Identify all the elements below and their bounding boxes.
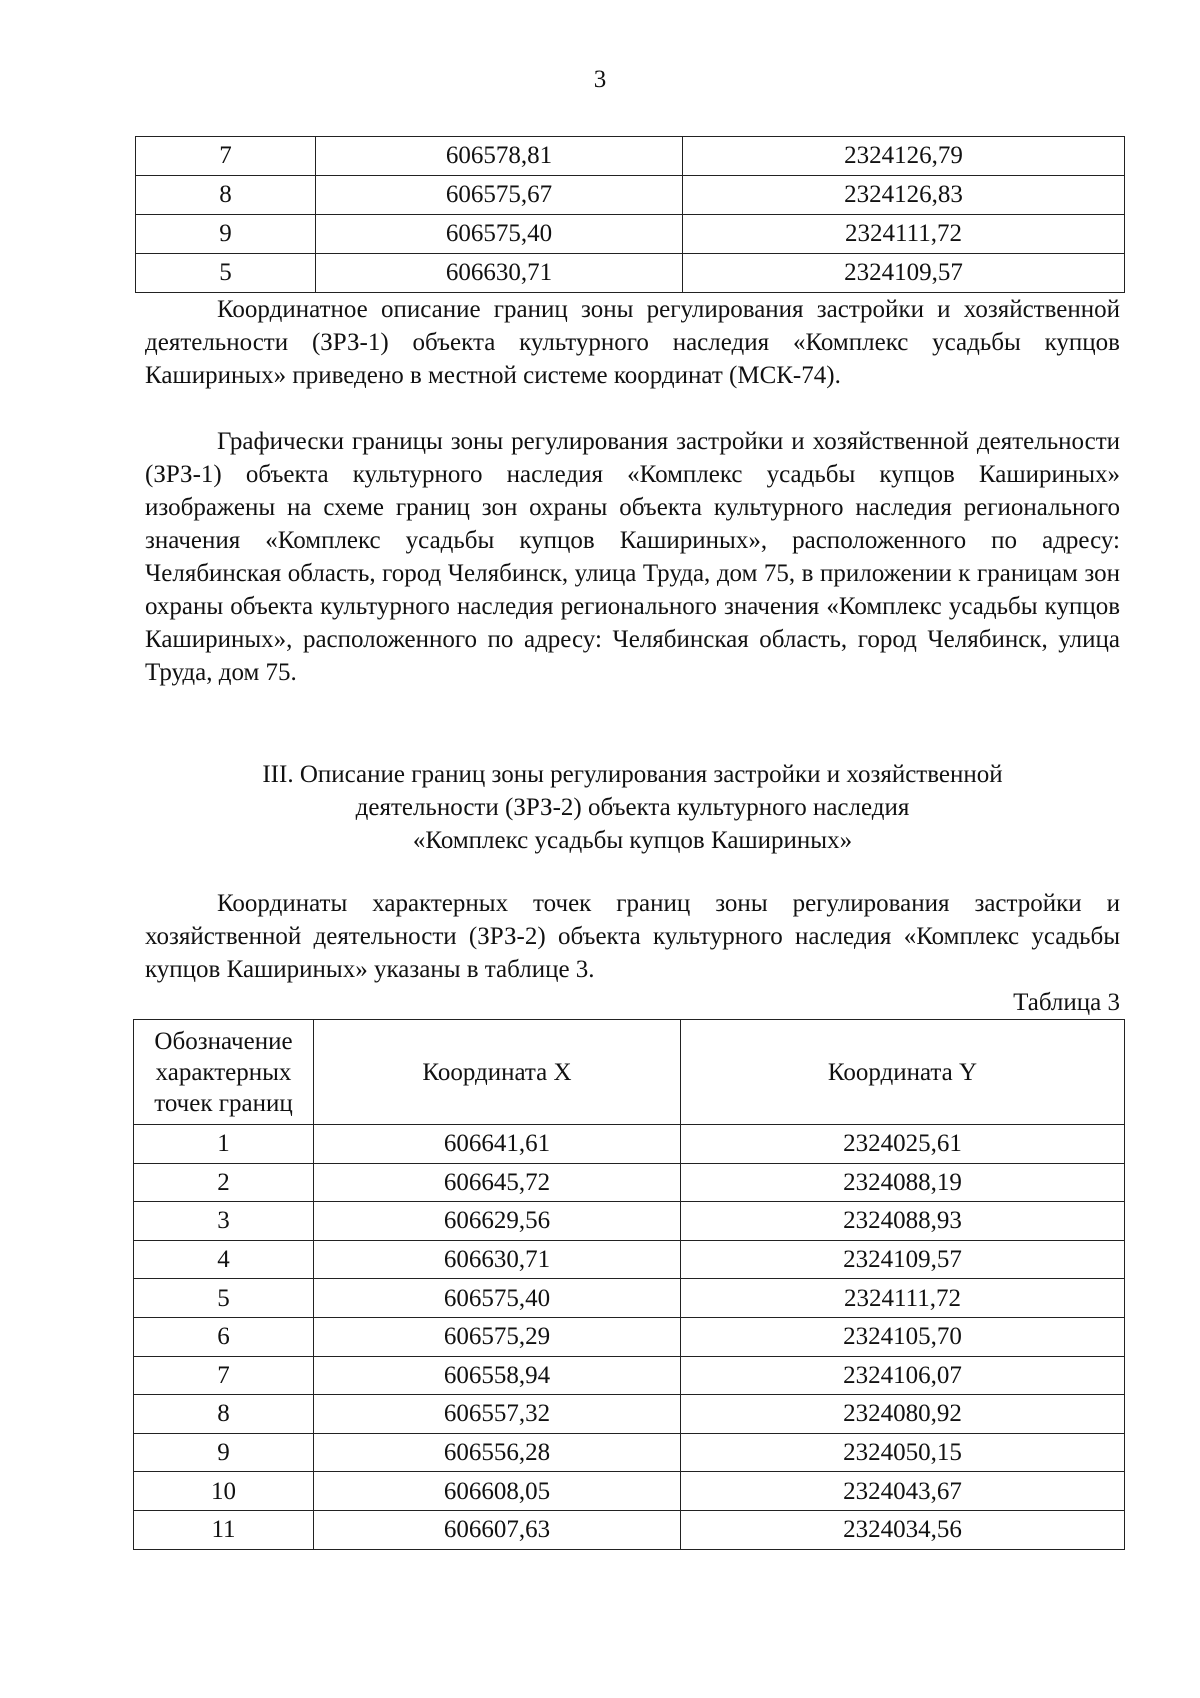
coordinate-y-cell: 2324111,72: [681, 1279, 1125, 1318]
coordinates-table-3: [133, 1019, 1125, 1550]
table-row: [134, 1510, 1125, 1549]
coordinate-y-cell: 2324126,79: [683, 137, 1125, 176]
column-header-y: Координата Y: [681, 1020, 1125, 1125]
table-row: [136, 137, 1125, 176]
table-row: [134, 1202, 1125, 1241]
coordinate-x-cell: 606578,81: [316, 137, 683, 176]
point-number-cell: 9: [136, 215, 316, 254]
coordinate-y-cell: 2324126,83: [683, 176, 1125, 215]
point-number-cell: 4: [134, 1240, 314, 1279]
coordinate-y-cell: 2324050,15: [681, 1433, 1125, 1472]
point-number-cell: 7: [134, 1356, 314, 1395]
coordinate-y-cell: 2324105,70: [681, 1317, 1125, 1356]
coordinate-y-cell: 2324034,56: [681, 1510, 1125, 1549]
coordinate-x-cell: 606557,32: [314, 1395, 681, 1434]
table-row: [134, 1317, 1125, 1356]
point-number-cell: 11: [134, 1510, 314, 1549]
column-header-x: Координата X: [314, 1020, 681, 1125]
point-number-cell: 9: [134, 1433, 314, 1472]
table-row: [136, 215, 1125, 254]
table-row: [134, 1395, 1125, 1434]
table-body: [134, 1125, 1125, 1550]
coordinate-x-cell: 606575,67: [316, 176, 683, 215]
paragraph-table3-intro: Координаты характерных точек границ зоны регулирования застройки и хозяйственной деятельности (ЗРЗ-2) объекта культурного наследия «Комплекс усадьбы купцов Кашириных» указаны в таблице 3.: [145, 890, 1120, 983]
table-row: [134, 1472, 1125, 1511]
coordinate-x-cell: 606645,72: [314, 1163, 681, 1202]
coordinate-x-cell: 606575,40: [316, 215, 683, 254]
coordinate-x-cell: 606641,61: [314, 1125, 681, 1164]
coordinate-y-cell: 2324109,57: [683, 254, 1125, 293]
column-header-point: Обозначение характерных точек границ: [134, 1020, 314, 1125]
table-body: [136, 137, 1125, 293]
coordinate-y-cell: 2324088,19: [681, 1163, 1125, 1202]
table-row: [134, 1163, 1125, 1202]
table-row: [136, 176, 1125, 215]
coordinate-y-cell: 2324025,61: [681, 1125, 1125, 1164]
coordinate-y-cell: 2324106,07: [681, 1356, 1125, 1395]
section-heading-line: деятельности (ЗРЗ-2) объекта культурного наследия: [355, 794, 910, 821]
table-row: [136, 254, 1125, 293]
point-number-cell: 3: [134, 1202, 314, 1241]
coordinate-x-cell: 606575,40: [314, 1279, 681, 1318]
coordinate-y-cell: 2324109,57: [681, 1240, 1125, 1279]
coordinate-y-cell: 2324111,72: [683, 215, 1125, 254]
table-header-row: [134, 1020, 1125, 1125]
coordinate-x-cell: 606575,29: [314, 1317, 681, 1356]
table-row: [134, 1433, 1125, 1472]
paragraph-graphic-boundaries: Графически границы зоны регулирования застройки и хозяйственной деятельности (ЗРЗ-1) объекта культурного наследия «Комплекс усадьбы купцов Кашириных» изображены на схеме границ зон охраны объекта культурного наследия регионального значения «Комплекс усадьбы купцов Кашириных», расположенного по адресу: Челябинская область, город Челябинск, улица Труда, дом 75, в приложении к границам зон охраны объекта культурного наследия регионального значения «Комплекс усадьбы купцов Кашириных», расположенного по адресу: Челябинская область, город Челябинск, улица Труда, дом 75.: [145, 428, 1120, 686]
point-number-cell: 5: [134, 1279, 314, 1318]
point-number-cell: 1: [134, 1125, 314, 1164]
coordinate-x-cell: 606607,63: [314, 1510, 681, 1549]
point-number-cell: 5: [136, 254, 316, 293]
point-number-cell: 6: [134, 1317, 314, 1356]
point-number-cell: 10: [134, 1472, 314, 1511]
table-row: [134, 1240, 1125, 1279]
table-caption: Таблица 3: [1013, 989, 1120, 1016]
coordinate-x-cell: 606630,71: [314, 1240, 681, 1279]
coordinate-x-cell: 606556,28: [314, 1433, 681, 1472]
point-number-cell: 8: [136, 176, 316, 215]
coordinates-table-continued: [135, 136, 1125, 293]
coordinate-x-cell: 606629,56: [314, 1202, 681, 1241]
coordinate-x-cell: 606558,94: [314, 1356, 681, 1395]
paragraph-coordinate-description: Координатное описание границ зоны регулирования застройки и хозяйственной деятельности (ЗРЗ-1) объекта культурного наследия «Комплекс усадьбы купцов Кашириных» приведено в местной системе координат (МСК-74).: [145, 296, 1120, 389]
coordinate-y-cell: 2324080,92: [681, 1395, 1125, 1434]
section-heading-line: III. Описание границ зоны регулирования застройки и хозяйственной: [262, 761, 1003, 788]
table-row: [134, 1279, 1125, 1318]
table-row: [134, 1356, 1125, 1395]
point-number-cell: 7: [136, 137, 316, 176]
coordinate-y-cell: 2324088,93: [681, 1202, 1125, 1241]
point-number-cell: 2: [134, 1163, 314, 1202]
point-number-cell: 8: [134, 1395, 314, 1434]
section-heading: [145, 758, 1120, 857]
page-number: 3: [593, 66, 607, 93]
coordinate-x-cell: 606630,71: [316, 254, 683, 293]
section-heading-line: «Комплекс усадьбы купцов Кашириных»: [412, 827, 853, 854]
coordinate-y-cell: 2324043,67: [681, 1472, 1125, 1511]
table-row: [134, 1125, 1125, 1164]
coordinate-x-cell: 606608,05: [314, 1472, 681, 1511]
